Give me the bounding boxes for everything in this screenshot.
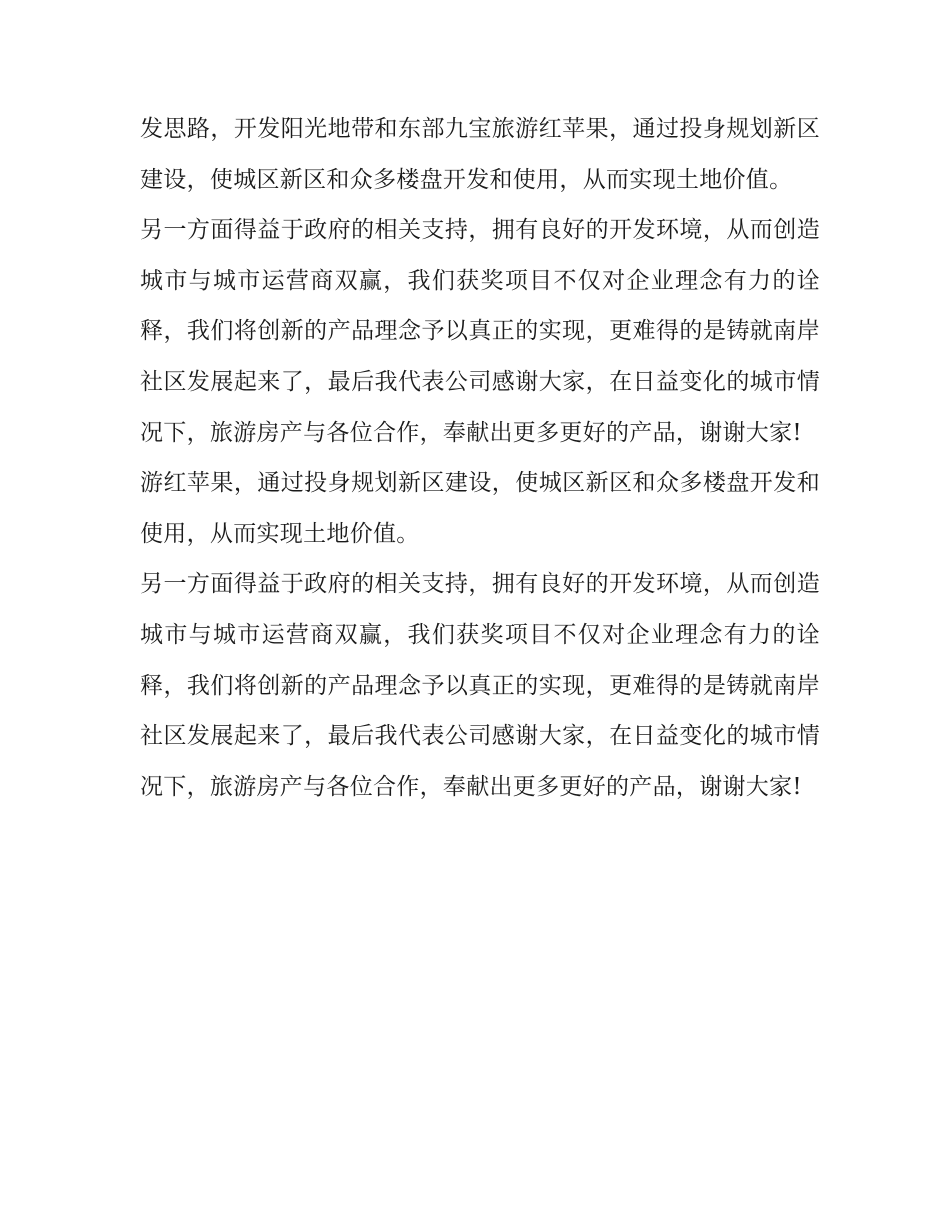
paragraph-3: 游红苹果，通过投身规划新区建设，使城区新区和众多楼盘开发和使用，从而实现土地价值。: [140, 470, 820, 547]
document-body: [140, 104, 820, 812]
paragraph-2: 另一方面得益于政府的相关支持，拥有良好的开发环境，从而创造城市与城市运营商双赢，我们获奖项目不仅对企业理念有力的诠释，我们将创新的产品理念予以真正的实现，更难得的是铸就南岸社区发展起来了，最后我代表公司感谢大家，在日益变化的城市情况下，旅游房产与各位合作，奉献出更多更好的产品，谢谢大家!: [140, 217, 820, 446]
paragraph-1: 发思路，开发阳光地带和东部九宝旅游红苹果，通过投身规划新区建设，使城区新区和众多楼盘开发和使用，从而实现土地价值。: [140, 116, 820, 193]
paragraph-4: 另一方面得益于政府的相关支持，拥有良好的开发环境，从而创造城市与城市运营商双赢，我们获奖项目不仅对企业理念有力的诠释，我们将创新的产品理念予以真正的实现，更难得的是铸就南岸社区发展起来了，最后我代表公司感谢大家，在日益变化的城市情况下，旅游房产与各位合作，奉献出更多更好的产品，谢谢大家!: [140, 571, 820, 800]
